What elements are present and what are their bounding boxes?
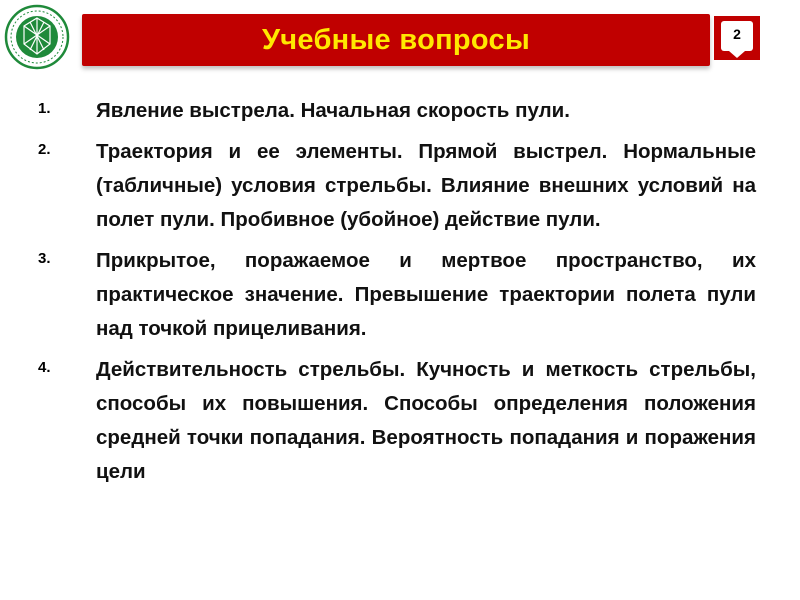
list-item (0, 94, 800, 128)
slide-number-badge (713, 15, 761, 61)
emblem-logo-icon (4, 4, 70, 70)
item-text: Прикрытое, поражаемое и мертвое пространство, их практическое значение. Превышение траектории полета пули над точкой прицеливания. (96, 249, 756, 340)
item-text: Явление выстрела. Начальная скорость пули. (96, 99, 570, 122)
title-bar (82, 14, 710, 66)
slide-number: 2 (733, 26, 741, 42)
slide-title: Учебные вопросы (261, 23, 531, 56)
questions-list (0, 94, 800, 496)
list-item (0, 244, 800, 346)
item-number: 3. (38, 250, 51, 267)
item-number: 2. (38, 141, 51, 158)
item-number: 1. (38, 100, 51, 117)
item-number: 4. (38, 359, 51, 376)
list-item (0, 135, 800, 237)
item-text: Действительность стрельбы. Кучность и меткость стрельбы, способы их повышения. Способы определения положения средней точки попадания. Вероятность попадания и поражения цели (96, 358, 756, 483)
item-text: Траектория и ее элементы. Прямой выстрел. Нормальные (табличные) условия стрельбы. Влияние внешних условий на полет пули. Пробивное (убойное) действие пули. (96, 140, 756, 231)
list-item (0, 353, 800, 489)
